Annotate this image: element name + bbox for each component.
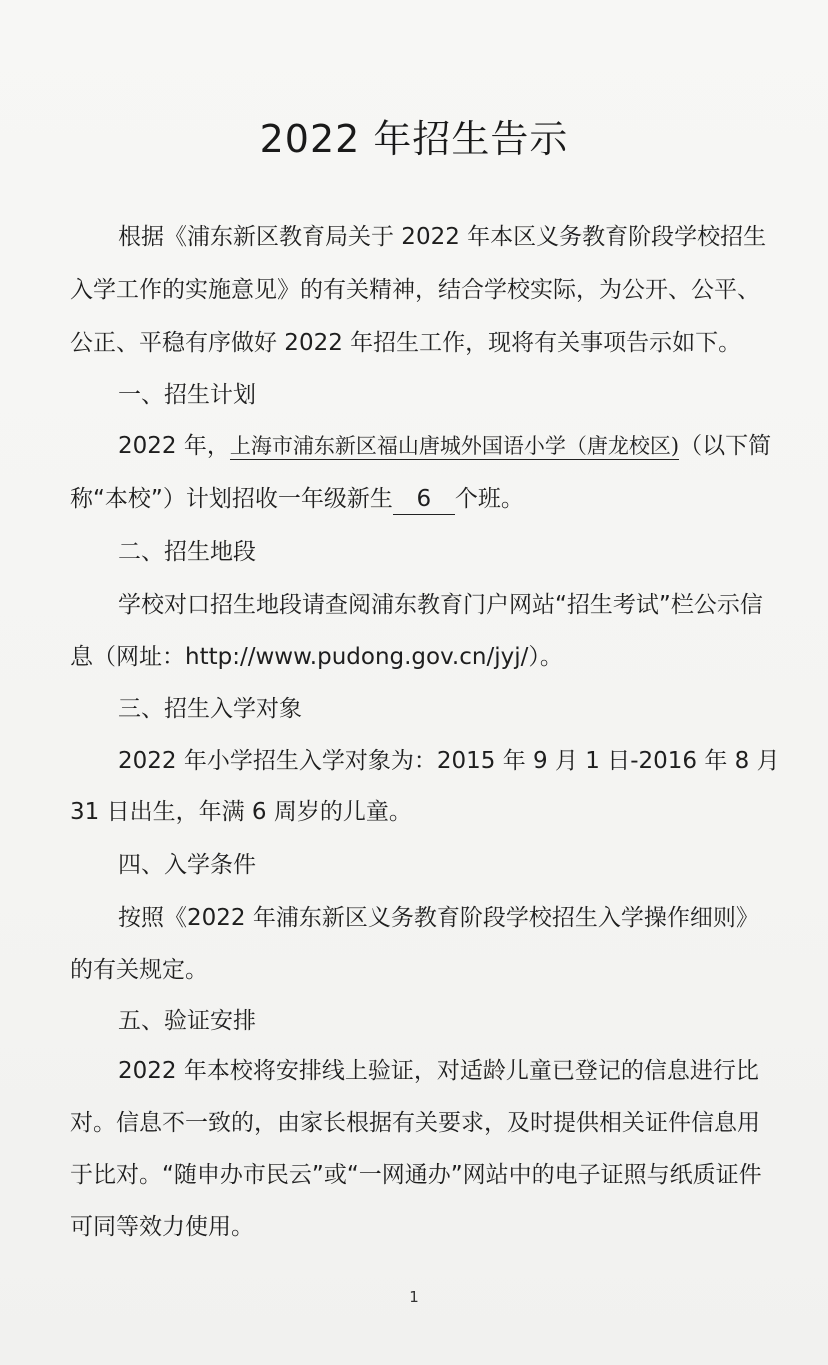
intro-line-3: 公正、平稳有序做好 2022 年招生工作，现将有关事项告示如下。 <box>70 330 742 356</box>
section-2-line-1: 学校对口招生地段请查阅浦东教育门户网站“招生考试”栏公示信 <box>118 592 763 618</box>
section-5-line-1: 2022 年本校将安排线上验证，对适龄儿童已登记的信息进行比 <box>118 1058 759 1084</box>
section-2-heading: 二、招生地段 <box>118 539 256 565</box>
section-1-year: 2022 年， <box>118 433 230 459</box>
document-title: 2022 年招生告示 <box>259 117 569 161</box>
class-count: 6 <box>393 484 455 515</box>
section-3-line-2: 31 日出生，年满 6 周岁的儿童。 <box>70 799 412 825</box>
section-5-line-4: 可同等效力使用。 <box>70 1214 254 1240</box>
section-4-heading: 四、入学条件 <box>118 852 256 878</box>
section-1-line-2-prefix: 称“本校”）计划招收一年级新生 <box>70 486 393 512</box>
section-2-line-2: 息（网址：http://www.pudong.gov.cn/jyj/）。 <box>70 644 563 670</box>
section-5-heading: 五、验证安排 <box>118 1008 256 1034</box>
section-1-heading: 一、招生计划 <box>118 382 256 408</box>
section-4-line-2: 的有关规定。 <box>70 957 208 983</box>
school-name: 上海市浦东新区福山唐城外国语小学（唐龙校区) <box>229 434 680 458</box>
intro-line-2: 入学工作的实施意见》的有关精神，结合学校实际，为公开、公平、 <box>70 277 760 303</box>
section-3-heading: 三、招生入学对象 <box>118 696 302 722</box>
section-1-line-1-suffix: （以下简 <box>679 433 772 459</box>
section-4-line-1: 按照《2022 年浦东新区义务教育阶段学校招生入学操作细则》 <box>118 905 759 931</box>
section-5-line-3: 于比对。“随申办市民云”或“一网通办”网站中的电子证照与纸质证件 <box>70 1162 762 1188</box>
section-5-line-2: 对。信息不一致的，由家长根据有关要求，及时提供相关证件信息用 <box>70 1110 760 1136</box>
section-3-line-1: 2022 年小学招生入学对象为：2015 年 9 月 1 日-2016 年 8 月 <box>118 748 780 774</box>
page-number: 1 <box>409 1288 419 1306</box>
section-1-line-1 <box>118 431 771 461</box>
intro-line-1: 根据《浦东新区教育局关于 2022 年本区义务教育阶段学校招生 <box>118 224 767 250</box>
section-1-line-2 <box>70 484 524 515</box>
section-1-line-2-suffix: 个班。 <box>454 486 524 512</box>
